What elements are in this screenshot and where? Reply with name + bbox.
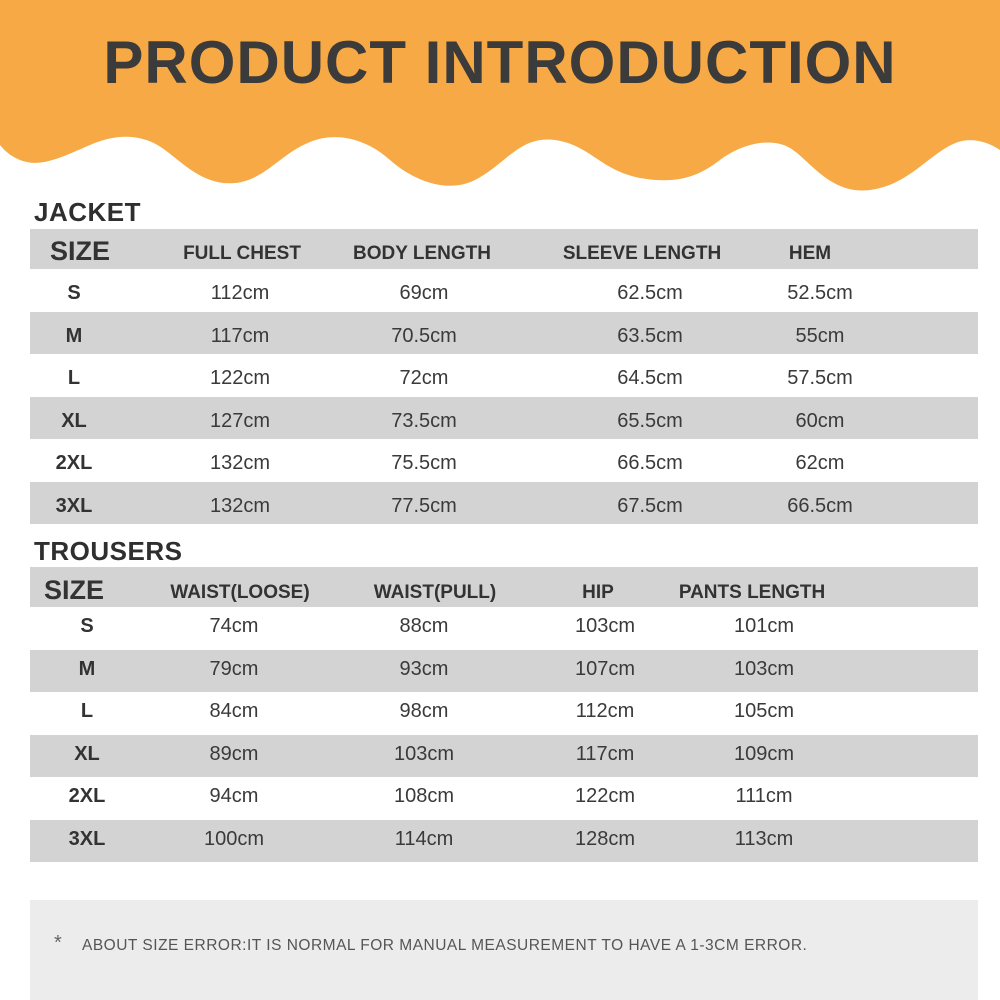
trousers-cell: M	[78, 657, 96, 680]
jacket-row-xl	[30, 397, 978, 440]
trousers-row-2xl	[30, 777, 978, 820]
jacket-row-s	[30, 269, 978, 312]
jacket-row-3xl	[30, 482, 978, 525]
jacket-size-table	[30, 229, 978, 524]
trousers-cell: S	[80, 615, 94, 637]
jacket-header-row	[30, 229, 978, 269]
trousers-col-waist-loose: WAIST(LOOSE)	[170, 582, 310, 603]
trousers-cell: 111cm	[735, 785, 793, 807]
jacket-row-l	[30, 354, 978, 397]
jacket-cell: 75.5cm	[391, 452, 457, 474]
jacket-row-2xl	[30, 439, 978, 482]
jacket-cell: 52.5cm	[787, 282, 853, 304]
trousers-cell: 108cm	[393, 785, 455, 807]
jacket-cell: 117cm	[210, 324, 270, 347]
trousers-header-row	[30, 567, 978, 607]
jacket-cell: 66.5cm	[617, 452, 683, 474]
jacket-cell: L	[67, 367, 81, 389]
size-error-note	[30, 900, 978, 1000]
note-text: ABOUT SIZE ERROR:IT IS NORMAL FOR MANUAL MEASUREMENT TO HAVE A 1-3CM ERROR.	[82, 937, 808, 954]
jacket-col-hem: HEM	[788, 243, 832, 264]
jacket-section-title: JACKET	[34, 197, 142, 227]
trousers-cell: 117cm	[575, 742, 635, 765]
trousers-col-waist-pull: WAIST(PULL)	[373, 582, 497, 603]
trousers-col-size: SIZE	[44, 575, 105, 605]
trousers-cell: 74cm	[209, 615, 259, 637]
trousers-row-xl	[30, 735, 978, 778]
trousers-col-pants-length: PANTS LENGTH	[678, 582, 826, 603]
jacket-cell: 77.5cm	[391, 494, 457, 517]
jacket-cell: 67.5cm	[617, 494, 683, 517]
jacket-cell: 65.5cm	[617, 409, 683, 432]
jacket-cell: 3XL	[55, 494, 93, 517]
jacket-cell: 66.5cm	[787, 494, 853, 517]
trousers-col-hip: HIP	[582, 582, 614, 603]
trousers-cell: 105cm	[733, 700, 795, 722]
jacket-cell: 55cm	[795, 324, 845, 347]
trousers-cell: 94cm	[209, 785, 259, 807]
jacket-cell: 112cm	[210, 282, 270, 304]
jacket-cell: M	[65, 324, 83, 347]
trousers-section-title: TROUSERS	[34, 536, 183, 566]
jacket-cell: 2XL	[55, 452, 93, 474]
trousers-cell: 103cm	[393, 742, 455, 765]
jacket-cell: 69cm	[399, 282, 449, 304]
jacket-cell: 64.5cm	[617, 367, 683, 389]
jacket-cell: 60cm	[795, 409, 845, 432]
jacket-cell: XL	[61, 409, 87, 432]
trousers-row-l	[30, 692, 978, 735]
jacket-col-full-chest: FULL CHEST	[183, 243, 301, 264]
trousers-row-3xl	[30, 820, 978, 863]
trousers-cell: 89cm	[209, 742, 259, 765]
trousers-cell: 103cm	[733, 657, 795, 680]
jacket-cell: 127cm	[209, 409, 271, 432]
jacket-cell: 132cm	[209, 494, 271, 517]
trousers-size-table	[30, 567, 978, 862]
trousers-cell: 112cm	[575, 700, 635, 722]
trousers-row-s	[30, 607, 978, 650]
jacket-cell: 62.5cm	[617, 282, 683, 304]
jacket-cell: 72cm	[399, 367, 449, 389]
trousers-cell: 122cm	[574, 785, 636, 807]
trousers-cell: 113cm	[734, 827, 794, 850]
trousers-cell: 79cm	[209, 657, 259, 680]
trousers-cell: 107cm	[574, 657, 636, 680]
jacket-cell: 63.5cm	[617, 324, 683, 347]
jacket-cell: 57.5cm	[787, 367, 853, 389]
trousers-cell: 84cm	[209, 700, 259, 722]
trousers-cell: 114cm	[394, 827, 454, 850]
jacket-cell: 73.5cm	[391, 409, 457, 432]
jacket-cell: 62cm	[795, 452, 845, 474]
trousers-cell: 98cm	[399, 700, 449, 722]
trousers-cell: L	[80, 700, 94, 722]
jacket-row-m	[30, 312, 978, 355]
jacket-col-size: SIZE	[50, 236, 111, 266]
trousers-cell: 93cm	[399, 657, 449, 680]
asterisk-icon: *	[54, 932, 62, 954]
jacket-cell: 70.5cm	[391, 324, 457, 347]
trousers-cell: 100cm	[203, 827, 265, 850]
trousers-cell: XL	[74, 742, 100, 765]
trousers-cell: 128cm	[574, 827, 636, 850]
jacket-col-body-length: BODY LENGTH	[353, 243, 491, 264]
trousers-cell: 2XL	[68, 785, 106, 807]
jacket-col-sleeve-length: SLEEVE LENGTH	[562, 243, 722, 264]
trousers-cell: 101cm	[733, 615, 795, 637]
trousers-cell: 88cm	[399, 615, 449, 637]
jacket-cell: S	[67, 282, 81, 304]
trousers-cell: 103cm	[574, 615, 636, 637]
page-title: PRODUCT INTRODUCTION	[103, 29, 897, 96]
jacket-cell: 132cm	[209, 452, 271, 474]
trousers-row-m	[30, 650, 978, 693]
jacket-cell: 122cm	[209, 367, 271, 389]
trousers-cell: 3XL	[68, 827, 106, 850]
trousers-cell: 109cm	[733, 742, 795, 765]
